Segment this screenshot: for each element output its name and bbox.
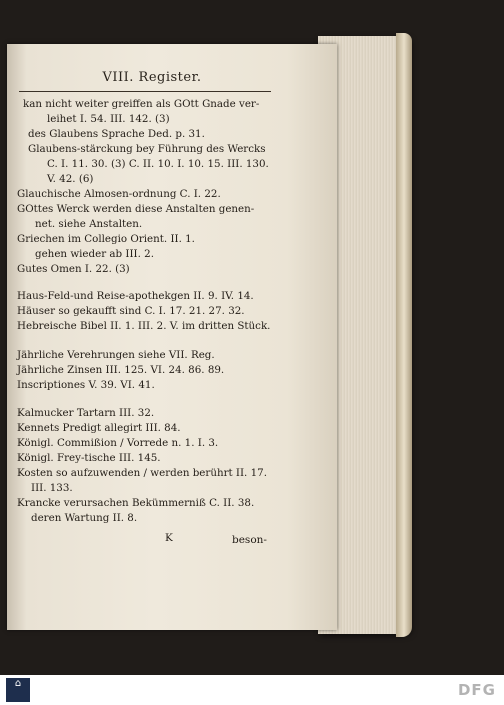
institution-logo[interactable]: [6, 678, 30, 702]
register-line: Glaubens-stärckung bey Führung des Wercks: [28, 143, 266, 155]
logo-emblem-icon: ⌂: [14, 678, 22, 689]
register-line: Krancke verursachen Bekümmerniß C. II. 38.: [17, 497, 255, 509]
register-line: Häuser so gekaufft sind C. I. 17. 21. 27. 32.: [17, 305, 245, 317]
register-line: GOttes Werck werden diese Anstalten genen-: [17, 203, 255, 215]
register-line: gehen wieder ab III. 2.: [35, 248, 154, 260]
register-line: V. 42. (6): [47, 173, 94, 185]
register-line: Jährliche Zinsen III. 125. VI. 24. 86. 89.: [17, 364, 225, 376]
register-line: Griechen im Collegio Orient. II. 1.: [17, 233, 195, 245]
register-line: deren Wartung II. 8.: [31, 512, 138, 524]
register-line: Kennets Predigt allegirt III. 84.: [17, 422, 181, 434]
register-line: Königl. Commißion / Vorrede n. 1. I. 3.: [17, 437, 219, 449]
register-line: Inscriptiones V. 39. VI. 41.: [17, 379, 155, 391]
register-line: Königl. Frey-tische III. 145.: [17, 452, 161, 464]
dfg-brand[interactable]: DFG: [457, 681, 496, 699]
register-line: Kalmucker Tartarn III. 32.: [17, 407, 155, 419]
register-line: Gutes Omen I. 22. (3): [17, 263, 130, 275]
register-line: Kosten so aufzuwenden / werden berührt II. 17.: [17, 467, 267, 479]
book-page: [7, 44, 337, 630]
book-cover-edge: [396, 33, 412, 637]
register-line: C. I. 11. 30. (3) C. II. 10. I. 10. 15. III. 130.: [47, 158, 269, 170]
signature-mark: K: [165, 532, 173, 544]
header-rule: [19, 91, 271, 92]
register-line: leihet I. 54. III. 142. (3): [47, 113, 170, 125]
register-line: net. siehe Anstalten.: [35, 218, 143, 230]
register-line: Haus-Feld-und Reise-apothekgen II. 9. IV. 14.: [17, 290, 254, 302]
register-line: Jährliche Verehrungen siehe VII. Reg.: [17, 349, 215, 361]
register-line: kan nicht weiter greiffen als GOtt Gnade ver-: [23, 98, 260, 110]
catchword: beson-: [232, 534, 267, 546]
register-line: des Glaubens Sprache Ded. p. 31.: [28, 128, 205, 140]
register-line: Hebreische Bibel II. 1. III. 2. V. im dritten Stück.: [17, 320, 271, 332]
viewer-footer: [0, 675, 504, 705]
register-line: Glauchische Almosen-ordnung C. I. 22.: [17, 188, 221, 200]
page-header: VIII. Register.: [102, 70, 202, 85]
register-line: III. 133.: [31, 482, 73, 494]
